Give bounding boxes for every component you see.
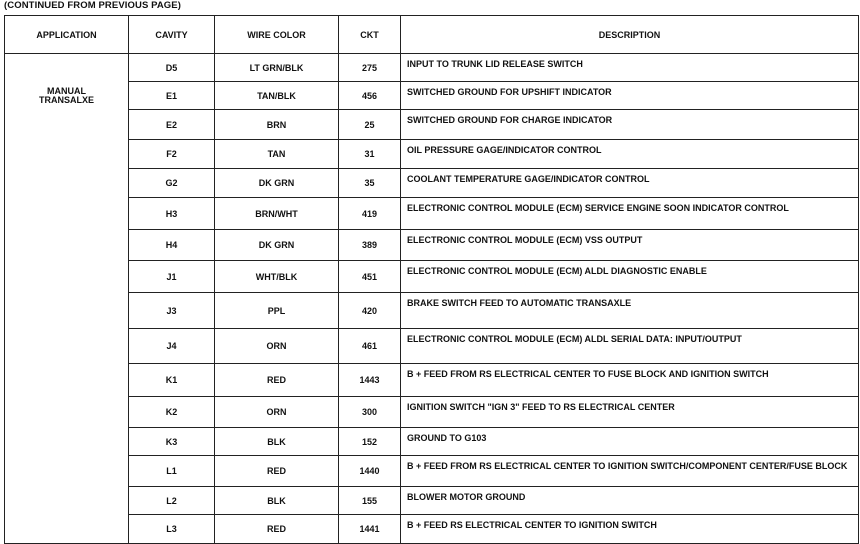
description-cell: B + FEED RS ELECTRICAL CENTER TO IGNITION SWITCH: [401, 515, 859, 544]
table-row: [5, 110, 859, 140]
wire-color-cell: ORN: [215, 329, 339, 364]
table-row: [5, 140, 859, 169]
cavity-cell: K1: [129, 364, 215, 397]
application-cell: [5, 515, 129, 544]
cavity-cell: G2: [129, 169, 215, 198]
header-application: APPLICATION: [5, 16, 129, 54]
table-row: [5, 515, 859, 544]
description-cell: IGNITION SWITCH "IGN 3" FEED TO RS ELECTRICAL CENTER: [401, 397, 859, 428]
cavity-cell: H3: [129, 198, 215, 230]
application-cell: [5, 456, 129, 487]
wire-color-cell: DK GRN: [215, 230, 339, 261]
ckt-cell: 420: [339, 293, 401, 329]
ckt-cell: 1443: [339, 364, 401, 397]
table-header-row: [5, 16, 859, 54]
ckt-cell: 1440: [339, 456, 401, 487]
application-cell: [5, 329, 129, 364]
table-row: [5, 487, 859, 515]
wire-color-cell: BLK: [215, 428, 339, 456]
description-cell: SWITCHED GROUND FOR UPSHIFT INDICATOR: [401, 82, 859, 110]
cavity-cell: J1: [129, 261, 215, 293]
ckt-cell: 155: [339, 487, 401, 515]
cavity-cell: K2: [129, 397, 215, 428]
ckt-cell: 31: [339, 140, 401, 169]
application-cell: [5, 261, 129, 293]
application-cell: [5, 198, 129, 230]
table-row: [5, 261, 859, 293]
description-cell: SWITCHED GROUND FOR CHARGE INDICATOR: [401, 110, 859, 140]
ckt-cell: 300: [339, 397, 401, 428]
wire-color-cell: TAN: [215, 140, 339, 169]
description-cell: OIL PRESSURE GAGE/INDICATOR CONTROL: [401, 140, 859, 169]
description-cell: INPUT TO TRUNK LID RELEASE SWITCH: [401, 54, 859, 82]
ckt-cell: 456: [339, 82, 401, 110]
application-label: MANUAL TRANSALXE: [38, 85, 94, 105]
table-row: [5, 428, 859, 456]
wire-color-cell: PPL: [215, 293, 339, 329]
header-cavity: CAVITY: [129, 16, 215, 54]
connector-table: [4, 15, 859, 544]
description-cell: BRAKE SWITCH FEED TO AUTOMATIC TRANSAXLE: [401, 293, 859, 329]
wire-color-cell: BLK: [215, 487, 339, 515]
wire-color-cell: RED: [215, 456, 339, 487]
table-body: [5, 54, 859, 544]
cavity-cell: L3: [129, 515, 215, 544]
ckt-cell: 461: [339, 329, 401, 364]
wire-color-cell: DK GRN: [215, 169, 339, 198]
description-cell: ELECTRONIC CONTROL MODULE (ECM) VSS OUTPUT: [401, 230, 859, 261]
table-row: [5, 456, 859, 487]
application-cell: [5, 293, 129, 329]
application-cell: [5, 54, 129, 82]
cavity-cell: E2: [129, 110, 215, 140]
application-cell: [5, 364, 129, 397]
ckt-cell: 1441: [339, 515, 401, 544]
table-row: [5, 82, 859, 110]
table-row: [5, 230, 859, 261]
application-cell: [5, 82, 129, 110]
table-row: [5, 54, 859, 82]
description-cell: ELECTRONIC CONTROL MODULE (ECM) SERVICE ENGINE SOON INDICATOR CONTROL: [401, 198, 859, 230]
table-row: [5, 169, 859, 198]
wire-color-cell: LT GRN/BLK: [215, 54, 339, 82]
wire-color-cell: ORN: [215, 397, 339, 428]
application-cell: [5, 140, 129, 169]
cavity-cell: J4: [129, 329, 215, 364]
cavity-cell: L1: [129, 456, 215, 487]
header-description: DESCRIPTION: [401, 16, 859, 54]
application-cell: [5, 110, 129, 140]
application-cell: [5, 169, 129, 198]
ckt-cell: 389: [339, 230, 401, 261]
cavity-cell: H4: [129, 230, 215, 261]
cavity-cell: E1: [129, 82, 215, 110]
ckt-cell: 35: [339, 169, 401, 198]
continued-label: (CONTINUED FROM PREVIOUS PAGE): [4, 0, 181, 11]
table-row: [5, 329, 859, 364]
header-wire-color: WIRE COLOR: [215, 16, 339, 54]
table-row: [5, 364, 859, 397]
table-row: [5, 397, 859, 428]
wire-color-cell: BRN: [215, 110, 339, 140]
table-row: [5, 198, 859, 230]
wire-color-cell: BRN/WHT: [215, 198, 339, 230]
description-cell: ELECTRONIC CONTROL MODULE (ECM) ALDL DIAGNOSTIC ENABLE: [401, 261, 859, 293]
wire-color-cell: RED: [215, 515, 339, 544]
description-cell: B + FEED FROM RS ELECTRICAL CENTER TO IGNITION SWITCH/COMPONENT CENTER/FUSE BLOCK: [401, 456, 859, 487]
ckt-cell: 419: [339, 198, 401, 230]
cavity-cell: J3: [129, 293, 215, 329]
wire-color-cell: RED: [215, 364, 339, 397]
application-cell: [5, 428, 129, 456]
ckt-cell: 25: [339, 110, 401, 140]
cavity-cell: F2: [129, 140, 215, 169]
cavity-cell: D5: [129, 54, 215, 82]
cavity-cell: L2: [129, 487, 215, 515]
description-cell: B + FEED FROM RS ELECTRICAL CENTER TO FUSE BLOCK AND IGNITION SWITCH: [401, 364, 859, 397]
cavity-cell: K3: [129, 428, 215, 456]
application-cell: [5, 487, 129, 515]
wire-color-cell: WHT/BLK: [215, 261, 339, 293]
application-cell: [5, 397, 129, 428]
wire-color-cell: TAN/BLK: [215, 82, 339, 110]
ckt-cell: 152: [339, 428, 401, 456]
table-row: [5, 293, 859, 329]
description-cell: GROUND TO G103: [401, 428, 859, 456]
description-cell: COOLANT TEMPERATURE GAGE/INDICATOR CONTROL: [401, 169, 859, 198]
description-cell: ELECTRONIC CONTROL MODULE (ECM) ALDL SERIAL DATA: INPUT/OUTPUT: [401, 329, 859, 364]
application-cell: [5, 230, 129, 261]
header-ckt: CKT: [339, 16, 401, 54]
ckt-cell: 451: [339, 261, 401, 293]
description-cell: BLOWER MOTOR GROUND: [401, 487, 859, 515]
ckt-cell: 275: [339, 54, 401, 82]
